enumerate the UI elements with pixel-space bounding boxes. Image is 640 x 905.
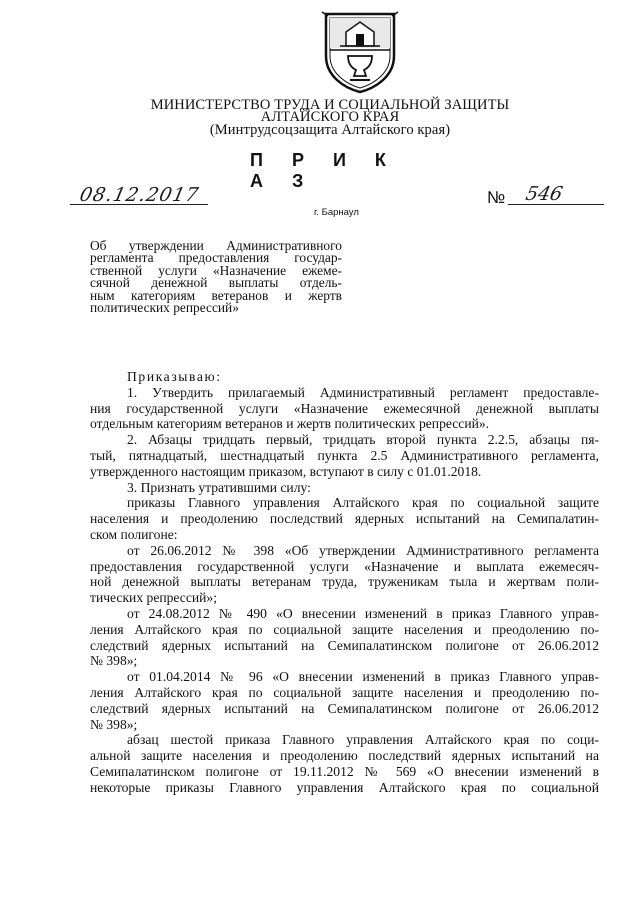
order-subject [90,240,342,314]
handwritten-date: 08.12.2017 [77,184,202,206]
body-line: населения и преодолению последствий ядерных испытаний на Семипалатин- [90,511,599,527]
order-number-label: № [487,188,506,207]
body-line: 2. Абзацы тридцать первый, тридцать второй пункта 2.2.5, абзацы пя- [127,432,599,448]
ministry-short-name: (Минтрудсоцзащита Алтайского края) [209,122,451,138]
body-line: от 24.08.2012 № 490 «О внесении изменений в приказ Главного управ- [127,605,599,621]
ministry-name-line2: АЛТАЙСКОГО КРАЯ [260,109,400,125]
city-label: г. Барнаул [314,207,359,218]
coat-of-arms-icon [320,10,400,94]
body-line: отдельным категориям ветеранов и жертв политических репрессий». [90,416,490,432]
body-line: приказы Главного управления Алтайского края по социальной защите [127,495,599,511]
body-line: № 398»; [90,716,138,732]
subject-line: ным категориям ветеранов и жертв [90,287,342,303]
body-line: тических репрессий»; [90,590,217,606]
subject-line: политических репрессий» [90,300,239,316]
body-heading-prikazyvayu: Приказываю: [127,369,222,384]
subject-line: сячной денежной выплаты отдель- [90,275,342,291]
body-line: следствий ядерных испытаний на Семипалатинском полигоне от 26.06.2012 [90,700,599,716]
body-line: некоторые приказы Главного управления Алтайского края по социальной [90,779,599,795]
body-line: абзац шестой приказа Главного управления Алтайского края по соци- [127,732,599,748]
body-line: от 01.04.2014 № 96 «О внесении изменений в приказ Главного управ- [127,669,599,685]
body-line: ной денежной выплаты ветеранам труда, труженикам тыла и жертвам поли- [90,574,599,590]
body-line: предоставления государственной услуги «Назначение и выплата ежемесяч- [90,558,599,574]
handwritten-order-number: 546 [523,183,565,205]
body-line: ления Алтайского края по социальной защите населения и преодолению по- [90,684,599,700]
body-line: тый, пятнадцатый, шестнадцатый пункта 2.5 Административного регламента, [90,447,599,463]
body-line: ления Алтайского края по социальной защите населения и преодолению по- [90,621,599,637]
subject-line: Об утверждении Административного [90,238,342,253]
body-line: 1. Утвердить прилагаемый Административный регламент предоставле- [127,384,599,400]
body-line: ния государственной услуги «Назначение ежемесячной денежной выплаты [90,400,599,416]
body-line: ском полигоне: [90,526,178,542]
subject-line: регламента предоставления государ- [90,250,342,266]
body-line: 3. Признать утратившими силу: [127,479,311,495]
subject-line: ственной услуги «Назначение ежеме- [90,262,342,278]
body-line: Семипалатинском полигоне от 19.11.2012 № 569 «О внесении изменений в [90,763,599,779]
body-line: альной защите населения и преодолению последствий ядерных испытаний на [90,748,599,764]
ministry-name-line1: МИНИСТЕРСТВО ТРУДА И СОЦИАЛЬНОЙ ЗАЩИТЫ [150,97,510,113]
body-line: следствий ядерных испытаний на Семипалатинском полигоне от 26.06.2012 [90,637,599,653]
body-line: утвержденного настоящим приказом, вступают в силу с 01.01.2018. [90,463,482,479]
order-body [90,369,599,796]
body-line: от 26.06.2012 № 398 «Об утверждении Административного регламента [127,542,599,558]
order-title: П Р И К А З [250,150,398,191]
body-line: № 398»; [90,653,138,669]
